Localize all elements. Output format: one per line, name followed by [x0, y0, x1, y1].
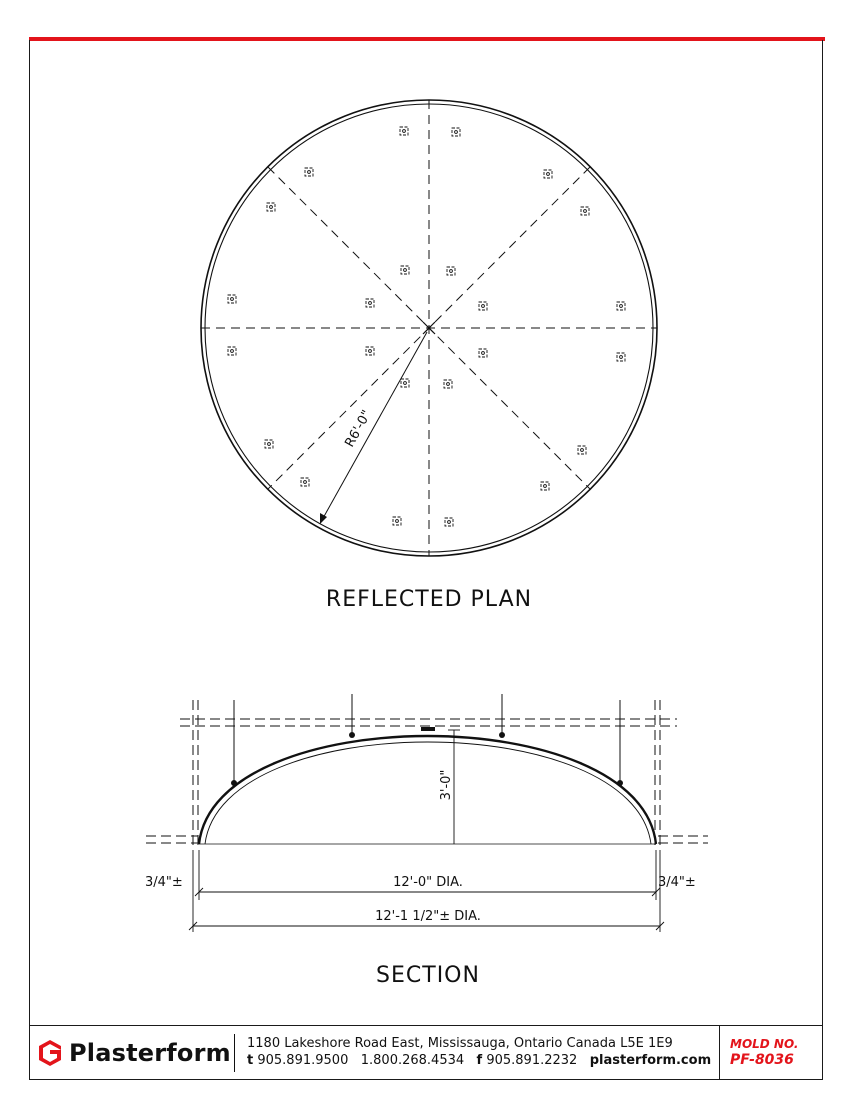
section-ceiling-dashes [146, 700, 708, 845]
company-address [247, 1035, 711, 1069]
hanger-point-marker [581, 207, 589, 215]
hanger-point-marker [541, 482, 549, 490]
contact-line [247, 1052, 711, 1069]
mold-label: MOLD NO. [730, 1037, 799, 1051]
company-name: Plasterform [69, 1039, 231, 1067]
hanger-point-marker [401, 379, 409, 387]
hanger-point-marker [301, 478, 309, 486]
hanger-point-marker [444, 380, 452, 388]
dome-profile-inner [205, 742, 651, 844]
phone-prefix: t [247, 1053, 254, 1068]
overall-diameter-label: 12'-1 1/2"± DIA. [375, 909, 481, 924]
address-line: 1180 Lakeshore Road East, Mississauga, Ontario Canada L5E 1E9 [247, 1036, 673, 1051]
hanger-point-marker [228, 295, 236, 303]
section-view [146, 694, 708, 932]
website-link[interactable]: plasterform.com [589, 1053, 712, 1068]
section-title: SECTION [376, 963, 480, 988]
plasterform-logo-icon [37, 1038, 63, 1068]
hanger-point-marker [265, 440, 273, 448]
plan-radius-leader [322, 332, 427, 520]
height-label: 3'-0" [439, 769, 454, 801]
hanger-point-marker [617, 302, 625, 310]
hanger-point-marker [401, 266, 409, 274]
hanger-point-marker [452, 128, 460, 136]
diameter-label: 12'-0" DIA. [393, 875, 463, 890]
plan-hanger-points [228, 127, 625, 526]
hanger-point-marker [479, 349, 487, 357]
company-logo [37, 1036, 231, 1070]
reflected-plan [201, 100, 657, 556]
hanger-point-marker [228, 347, 236, 355]
edge-left-label: 3/4"± [145, 875, 183, 890]
hanger-point-marker [393, 517, 401, 525]
hanger-point-marker [366, 347, 374, 355]
hanger-point-marker [445, 518, 453, 526]
hanger-point-marker [400, 127, 408, 135]
logo-divider [234, 1034, 235, 1072]
hanger-point-marker [447, 267, 455, 275]
plan-title: REFLECTED PLAN [325, 587, 533, 612]
plan-radius-arrow [320, 513, 327, 524]
fax-prefix: f [476, 1053, 483, 1068]
edge-right-label: 3/4"± [658, 875, 696, 890]
dome-profile-outer [199, 736, 656, 844]
phone-number: 905.891.9500 [257, 1053, 349, 1068]
hanger-point-marker [544, 170, 552, 178]
hanger-point-marker [617, 353, 625, 361]
plan-radius-label: R6'-0" [342, 407, 375, 450]
mold-number: PF-8036 [730, 1052, 794, 1068]
hanger-point-marker [305, 168, 313, 176]
hanger-point-marker [479, 302, 487, 310]
mold-number-box [719, 1026, 823, 1080]
hanger-point-marker [267, 203, 275, 211]
hanger-point-marker [366, 299, 374, 307]
fax-number: 905.891.2232 [486, 1053, 578, 1068]
section-hanger-rods [234, 694, 620, 782]
tollfree-number: 1.800.268.4534 [360, 1053, 465, 1068]
title-block [29, 1025, 823, 1080]
hanger-point-marker [578, 446, 586, 454]
